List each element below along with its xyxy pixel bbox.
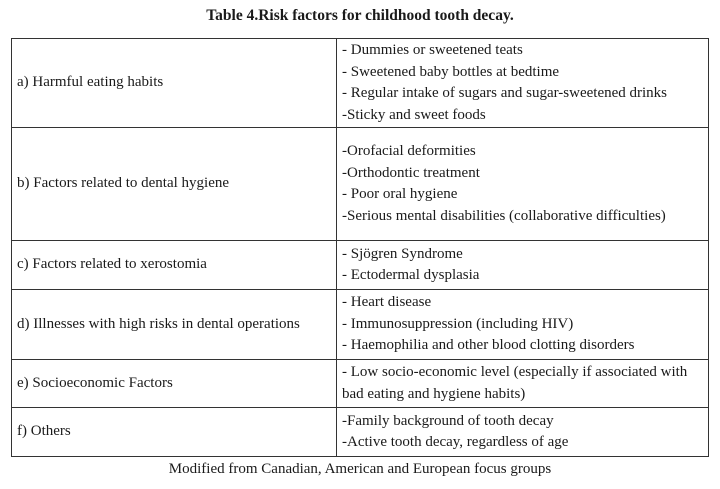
- items-cell: [337, 241, 709, 290]
- category-cell: c) Factors related to xerostomia: [12, 241, 337, 290]
- risk-item: -Serious mental disabilities (collaborative difficulties): [342, 207, 666, 224]
- table-row: [12, 128, 709, 241]
- table-row: [12, 360, 709, 408]
- risk-item: - Immunosuppression (including HIV): [342, 315, 574, 332]
- items-cell: [337, 290, 709, 360]
- category-cell: a) Harmful eating habits: [12, 39, 337, 128]
- risk-item: -Orthodontic treatment: [342, 164, 480, 181]
- table-row: [12, 290, 709, 360]
- risk-item: - Haemophilia and other blood clotting disorders: [342, 337, 635, 354]
- risk-item: -Active tooth decay, regardless of age: [342, 434, 569, 450]
- table-title: Table 4.Risk factors for childhood tooth decay.: [206, 7, 514, 24]
- category-cell: f) Others: [12, 408, 337, 457]
- table-row: [12, 39, 709, 128]
- risk-item: - Sjögren Syndrome: [342, 245, 463, 262]
- items-cell: [337, 39, 709, 128]
- risk-item: -Orofacial deformities: [342, 143, 476, 159]
- category-cell: b) Factors related to dental hygiene: [12, 128, 337, 241]
- items-cell: [337, 128, 709, 241]
- items-cell: [337, 408, 709, 457]
- table-row: [12, 408, 709, 457]
- category-cell: e) Socioeconomic Factors: [12, 360, 337, 408]
- risk-factors-table: [11, 38, 709, 457]
- risk-item: - Dummies or sweetened teats: [342, 42, 523, 58]
- risk-item: - Ectodermal dysplasia: [342, 267, 480, 283]
- risk-item: - Regular intake of sugars and sugar-sweetened drinks: [342, 85, 668, 101]
- risk-item: - Sweetened baby bottles at bedtime: [342, 63, 560, 80]
- table-row: [12, 241, 709, 290]
- risk-item: -Sticky and sweet foods: [342, 106, 486, 123]
- items-cell: [337, 360, 709, 408]
- risk-item: -Family background of tooth decay: [342, 412, 554, 429]
- table-footnote: Modified from Canadian, American and European focus groups: [168, 461, 552, 477]
- risk-item: - Poor oral hygiene: [342, 186, 458, 202]
- risk-item: - Low socio-economic level (especially if associated with bad eating and hygiene habits): [342, 364, 688, 402]
- category-cell: d) Illnesses with high risks in dental operations: [12, 290, 337, 360]
- risk-item: - Heart disease: [342, 294, 432, 311]
